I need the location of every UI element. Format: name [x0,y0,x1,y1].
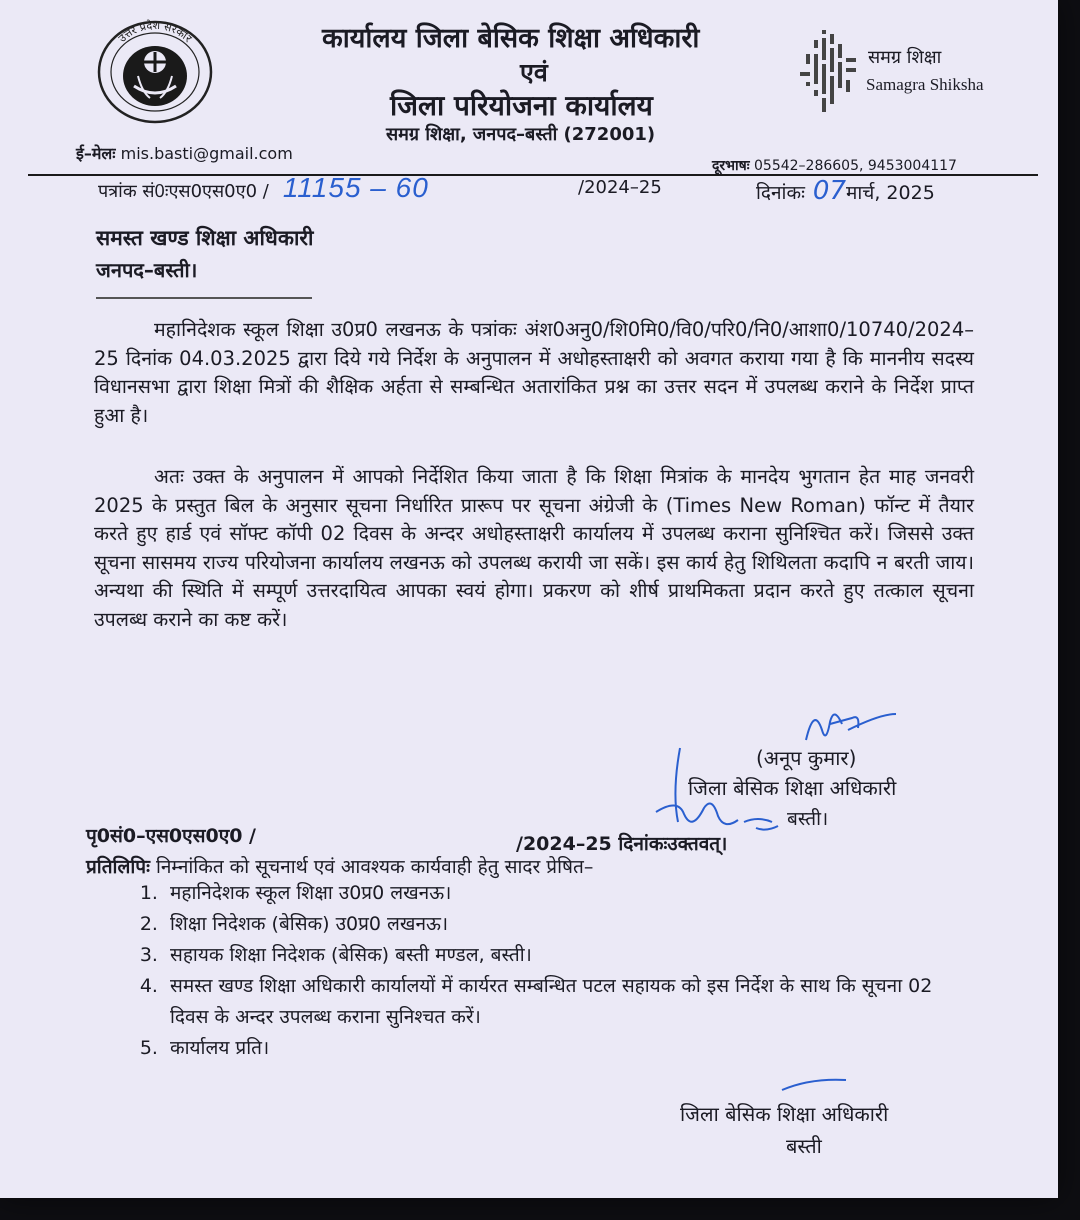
list-item: 4. समस्त खण्ड शिक्षा अधिकारी कार्यालयों में कार्यरत सम्बन्धित पटल सहायक को इस निर्देश के साथ कि सूचना 02 दिवस के अन्दर उपलब्ध कराना सुनिश्चत करें। [164,971,954,1033]
footer-signature-stroke-icon [780,1074,850,1094]
seal-text: उत्तर प्रदेश सरकार [115,18,195,46]
signatory-designation: जिला बेसिक शिक्षा अधिकारी [688,776,897,800]
signature-scribble-icon [800,700,910,750]
signatory-place: बस्ती। [787,808,829,830]
reference-number [98,172,429,204]
office-address: समग्र शिक्षा, जनपद–बस्ती (272001) [386,124,656,145]
body-paragraph-2: अतः उक्त के अनुपालन में आपको निर्देशित किया जाता है कि शिक्षा मित्रांक के मानदेय भुगतान हेत माह जनवरी 2025 के प्रस्तुत बिल के अनुसार सूचना निर्धारित प्रारूप पर सूचना अंग्रेजी के (Times New Roman) फॉन्ट में तैयार करते हुए हार्ड एवं सॉफ्ट कॉपी 02 दिवस के अन्दर अधोहस्ताक्षरी कार्यालय में उपलब्ध कराना सुनिश्चित करें। जिससे उक्त सूचना सासमय राज्य परियोजना कार्यालय लखनऊ को उपलब्ध करायी जा सकें। इस कार्य हेतु शिथिलता कदापि न बरती जाय। अन्यथा की स्थिति में सम्पूर्ण उत्तरदायित्व आपका स्वयं होगा। प्रकरण को शीर्ष प्राथमिकता प्रदान करते हुए तत्काल सूचना उपलब्ध कराने का कष्ट करें। [94,465,974,631]
project-office-title: जिला परियोजना कार्यालय [390,89,653,122]
samagra-shiksha-hindi: समग्र शिक्षा [868,47,942,68]
email-line [76,142,293,164]
copy-to-label: प्रतिलिपिः [86,856,150,878]
office-title: कार्यालय जिला बेसिक शिक्षा अधिकारी [322,23,700,54]
list-item: 1. महानिदेशक स्कूल शिक्षा उ0प्र0 लखनऊ। [164,878,954,909]
svg-text:उत्तर प्रदेश सरकार [116,19,195,45]
samagra-shiksha-logo-icon [800,28,860,118]
signatory-name: (अनूप कुमार) [756,746,857,770]
email-address: mis.basti@gmail.com [120,144,293,163]
footer-place: बस्ती [786,1134,822,1158]
addressee-title: समस्त खण्ड शिक्षा अधिकारी [96,226,314,250]
copy-recipient-list [120,878,954,1064]
office-conjunction: एवं [520,58,548,87]
up-government-seal-icon [92,14,218,126]
handwritten-date-day: 07 [812,176,846,206]
reference-year: /2024–25 [578,177,662,198]
phone-label: दूरभाषः [712,158,750,174]
date-label: दिनांकः [756,182,805,204]
body-paragraph-1: महानिदेशक स्कूल शिक्षा उ0प्र0 लखनऊ के पत्रांकः अंश0अनु0/शि0मि0/वि0/परि0/नि0/आशा0/10740/2024–25 दिनांक 04.03.2025 द्वारा दिये गये निर्देश के अनुपालन में अधोहस्ताक्षरी को अवगत कराया गया है कि माननीय सदस्य विधानसभा द्वारा शिक्षा मित्रों की शैक्षिक अर्हता से सम्बन्धित अतारांकित प्रश्न का उत्तर सदन में उपलब्ध कराने के निर्देश प्राप्त हुआ है। [94,318,974,427]
addressee-underline [96,297,312,299]
list-item: 3. सहायक शिक्षा निदेशक (बेसिक) बस्ती मण्डल, बस्ती। [164,940,954,971]
copy-to-line [86,853,593,879]
list-item: 2. शिक्षा निदेशक (बेसिक) उ0प्र0 लखनऊ। [164,909,954,940]
copy-reference-date: /2024–25 दिनांकःउक्तवत्। [516,833,728,855]
letter-date [756,176,935,206]
samagra-shiksha-english: Samagra Shiksha [866,75,984,94]
date-month-year: मार्च, 2025 [846,182,935,204]
copy-reference-number: पृ0सं0–एस0एस0ए0 / [86,825,257,847]
copy-to-text: निम्नांकित को सूचनार्थ एवं आवश्यक कार्यवाही हेतु सादर प्रेषित– [155,856,594,878]
addressee-district: जनपद–बस्ती। [96,258,198,282]
handwritten-reference-number: 11155 – 60 [282,172,429,203]
phone-line [712,156,957,175]
phone-number: 05542–286605, 9453004117 [754,158,957,174]
list-item: 5. कार्यालय प्रति। [164,1033,954,1064]
reference-label: पत्रांक सं0ःएस0एस0ए0 / [98,181,269,202]
footer-designation: जिला बेसिक शिक्षा अधिकारी [680,1102,889,1126]
email-label: ई–मेलः [76,144,116,163]
